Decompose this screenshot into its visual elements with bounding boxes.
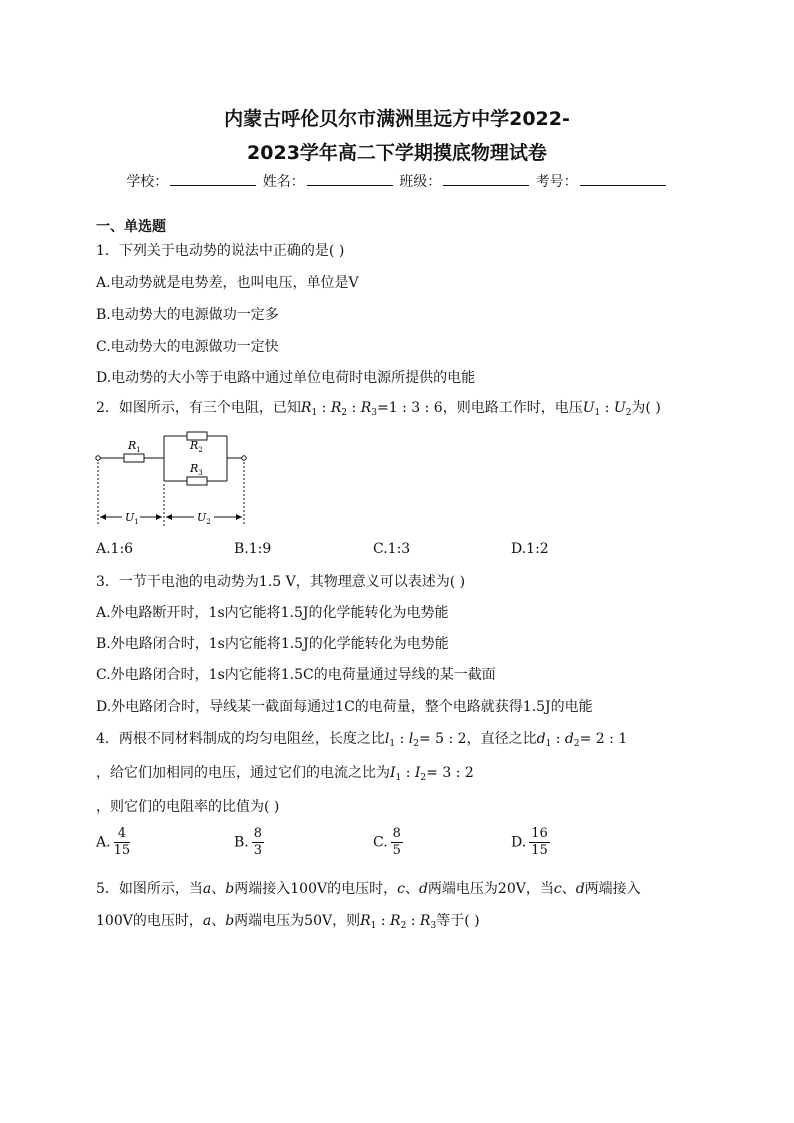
q1-option-a[interactable]: A.电动势就是电势差，也叫电压，单位是V (96, 275, 359, 291)
q5-stem-line1: 5．如图所示，当a、b两端接入100V的电压时，c、d两端电压为20V，当c、d两端接入 (96, 881, 641, 897)
q4-option-b[interactable]: B. $\frac{8}{3}$ (234, 826, 263, 858)
q4-option-a[interactable]: A. $\frac{4}{15}$ (96, 826, 131, 858)
q2-circuit-diagram (90, 418, 260, 533)
name-label: 姓名： (262, 174, 305, 190)
q3-option-a[interactable]: A.外电路断开时，1s内它能将1.5J的化学能转化为电势能 (96, 605, 449, 621)
q1-option-b[interactable]: B.电动势大的电源做功一定多 (96, 307, 279, 323)
resistor-r3 (187, 477, 207, 485)
page-title-line2: 2023学年高二下学期摸底物理试卷 (247, 142, 547, 164)
q4-option-c[interactable]: C. $\frac{8}{5}$ (373, 826, 401, 858)
page-title-line1: 内蒙古呼伦贝尔市满洲里远方中学2022- (224, 108, 570, 130)
q2-option-a[interactable]: A.1:6 (96, 541, 134, 557)
label-r3: $R_3$ (190, 462, 203, 477)
class-label: 班级： (399, 174, 442, 190)
q1-stem: 1．下列关于电动势的说法中正确的是( ) (96, 243, 345, 259)
q4-stem-line2: ，给它们加相同的电压，通过它们的电流之比为$I_1$ : $I_2= 3$ : 2 (96, 765, 474, 783)
school-blank[interactable] (170, 171, 256, 186)
q4-d-fraction: $\frac{16}{15}$ (531, 826, 548, 858)
label-u2: $U_2$ (197, 511, 211, 526)
resistor-r1 (124, 454, 144, 462)
label-u1: $U_1$ (125, 511, 139, 526)
class-blank[interactable] (443, 171, 529, 186)
q2-option-c[interactable]: C.1:3 (373, 541, 411, 557)
q4-c-fraction: $\frac{8}{5}$ (392, 826, 401, 858)
school-label: 学校： (126, 174, 169, 190)
q4-a-fraction: $\frac{4}{15}$ (113, 826, 131, 858)
q2-option-d[interactable]: D.1:2 (511, 541, 549, 557)
q3-stem: 3．一节干电池的电动势为1.5 V，其物理意义可以表述为( ) (96, 574, 466, 590)
q1-option-d[interactable]: D.电动势的大小等于电路中通过单位电荷时电源所提供的电能 (96, 370, 476, 386)
q4-stem-line1: 4．两根不同材料制成的均匀电阻丝，长度之比$l_1$ : $l_2= 5$ : 2，直径之比$d_1$ : $d_2= 2$ : 1 (96, 731, 628, 749)
student-info-row (0, 171, 794, 191)
q4-b-fraction: $\frac{8}{3}$ (253, 826, 263, 858)
q3-option-c[interactable]: C.外电路闭合时，1s内它能将1.5C的电荷量通过导线的某一截面 (96, 667, 496, 683)
q3-option-d[interactable]: D.外电路闭合时，导线某一截面每通过1C的电荷量，整个电路就获得1.5J的电能 (96, 699, 593, 715)
q4-option-d[interactable]: D. $\frac{16}{15}$ (511, 826, 548, 858)
q3-option-b[interactable]: B.外电路闭合时，1s内它能将1.5J的化学能转化为电势能 (96, 636, 449, 652)
number-blank[interactable] (580, 171, 666, 186)
number-label: 考号： (535, 174, 578, 190)
label-r2: $R_2$ (190, 439, 203, 454)
name-blank[interactable] (307, 171, 393, 186)
q1-option-c[interactable]: C.电动势大的电源做功一定快 (96, 339, 279, 355)
q4-stem-line3: ，则它们的电阻率的比值为( ) (96, 799, 280, 815)
q2-option-b[interactable]: B.1:9 (234, 541, 272, 557)
q2-stem: 2．如图所示，有三个电阻，已知$R_1$ : $R_2$ : $R_3=1$ : 3 : 6，则电路工作时，电压$U_1$ : $U_2$为( ) (96, 400, 661, 418)
label-r1: $R_1$ (128, 439, 141, 454)
section-title-single-choice: 一、单选题 (96, 219, 166, 235)
q5-stem-line2: 100V的电压时，a、b两端电压为50V，则$R_1$ : $R_2$ : $R_3$等于( ) (96, 913, 480, 931)
